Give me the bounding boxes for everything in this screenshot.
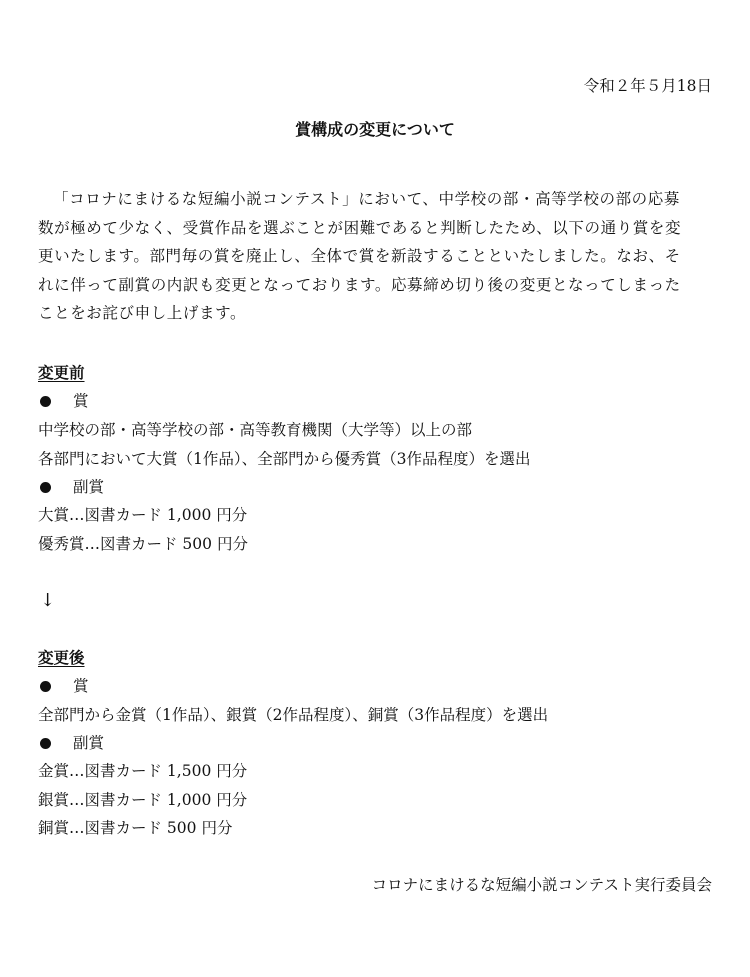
- before-award-line: 各部門において大賞（1作品）、全部門から優秀賞（3作品程度）を選出: [38, 450, 531, 468]
- intro-paragraph: [38, 185, 712, 328]
- before-prize-line: 大賞…図書カード 1,000 円分: [38, 506, 248, 524]
- bullet-icon: [40, 482, 51, 493]
- bullet-icon: [40, 396, 51, 407]
- down-arrow-icon: ↓: [40, 590, 56, 611]
- document-title: 賞構成の変更について: [295, 120, 455, 139]
- before-heading: 変更前: [38, 363, 85, 382]
- paragraph-line: 「コロナにまけるな短編小説コンテスト」において、中学校の部・高等学校の部の応募: [53, 190, 680, 208]
- before-award-line: 中学校の部・高等学校の部・高等教育機関（大学等）以上の部: [38, 421, 473, 439]
- before-prize-bullet: [38, 480, 104, 496]
- after-prize-line: 金賞…図書カード 1,500 円分: [38, 762, 248, 780]
- bullet-icon: [40, 681, 51, 692]
- document-date: 令和２年５月18日: [583, 77, 712, 95]
- before-prize-line: 優秀賞…図書カード 500 円分: [38, 535, 248, 553]
- after-award-line: 全部門から金賞（1作品）、銀賞（2作品程度）、銅賞（3作品程度）を選出: [38, 706, 549, 724]
- bullet-icon: [40, 738, 51, 749]
- after-prize-line: 銀賞…図書カード 1,000 円分: [38, 791, 248, 809]
- before-award-bullet: [38, 394, 89, 410]
- after-heading: 変更後: [38, 648, 85, 667]
- after-prize-bullet: [38, 736, 104, 752]
- after-award-label: 賞: [73, 677, 89, 695]
- paragraph-line: 数が極めて少なく、受賞作品を選ぶことが困難であると判断したため、以下の通り賞を変: [38, 218, 682, 237]
- committee-signature: コロナにまけるな短編小説コンテスト実行委員会: [371, 876, 712, 894]
- before-award-label: 賞: [73, 392, 89, 410]
- after-award-bullet: [38, 679, 89, 695]
- paragraph-line: ことをお詫び申し上げます。: [38, 304, 247, 322]
- after-prize-label: 副賞: [73, 734, 105, 752]
- paragraph-line: れに伴って副賞の内訳も変更となっております。応募締め切り後の変更となってしまった: [38, 275, 681, 294]
- after-prize-line: 銅賞…図書カード 500 円分: [38, 819, 233, 837]
- paragraph-line: 更いたします。部門毎の賞を廃止し、全体で賞を新設することといたしました。なお、そ: [38, 247, 681, 265]
- before-prize-label: 副賞: [73, 478, 105, 496]
